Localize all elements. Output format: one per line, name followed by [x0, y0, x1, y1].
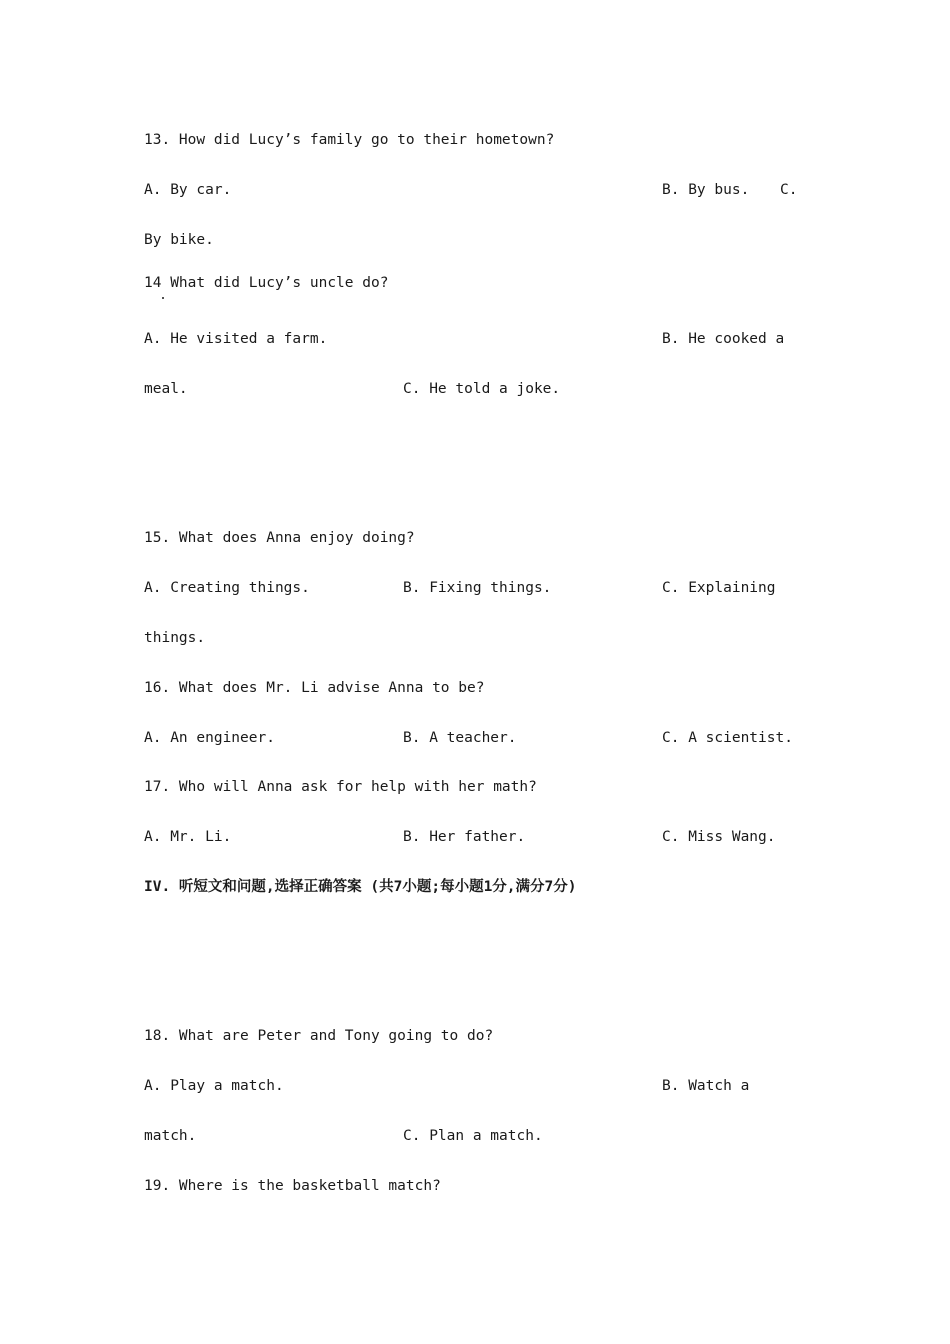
q15-option-b: B. Fixing things. — [403, 580, 552, 596]
q18-option-c: C. Plan a match. — [403, 1128, 543, 1144]
q17-option-a: A. Mr. Li. — [144, 829, 232, 845]
question-15: 15. What does Anna enjoy doing? — [144, 530, 415, 546]
q14-option-a: A. He visited a farm. — [144, 331, 328, 347]
question-17: 17. Who will Anna ask for help with her math? — [144, 779, 537, 795]
q14-option-b-part1: B. He cooked a — [662, 331, 785, 347]
q15-option-c-part1: C. Explaining — [662, 580, 776, 596]
question-14: 14 What did Lucy’s uncle do? — [144, 275, 389, 291]
q13-option-b: B. By bus. — [662, 182, 750, 198]
q17-option-b: B. Her father. — [403, 829, 526, 845]
question-13: 13. How did Lucy’s family go to their hometown? — [144, 132, 555, 148]
q17-option-c: C. Miss Wang. — [662, 829, 776, 845]
q15-option-a: A. Creating things. — [144, 580, 310, 596]
q16-option-a: A. An engineer. — [144, 730, 275, 746]
question-18: 18. What are Peter and Tony going to do? — [144, 1028, 494, 1044]
q14-option-b-part2: meal. — [144, 381, 188, 397]
q18-option-b-part1: B. Watch a — [662, 1078, 750, 1094]
q13-option-c-text: By bike. — [144, 232, 214, 248]
question-19: 19. Where is the basketball match? — [144, 1178, 441, 1194]
q13-option-c-label: C. — [780, 182, 798, 198]
q16-option-b: B. A teacher. — [403, 730, 517, 746]
question-16: 16. What does Mr. Li advise Anna to be? — [144, 680, 485, 696]
q14-option-c: C. He told a joke. — [403, 381, 561, 397]
q18-option-b-part2: match. — [144, 1128, 197, 1144]
stray-dot-mark — [162, 297, 164, 299]
q13-option-a: A. By car. — [144, 182, 232, 198]
q15-option-c-part2: things. — [144, 630, 206, 646]
q18-option-a: A. Play a match. — [144, 1078, 284, 1094]
q16-option-c: C. A scientist. — [662, 730, 793, 746]
section-4-heading: IV. 听短文和问题,选择正确答案 (共7小题;每小题1分,满分7分) — [144, 879, 577, 895]
